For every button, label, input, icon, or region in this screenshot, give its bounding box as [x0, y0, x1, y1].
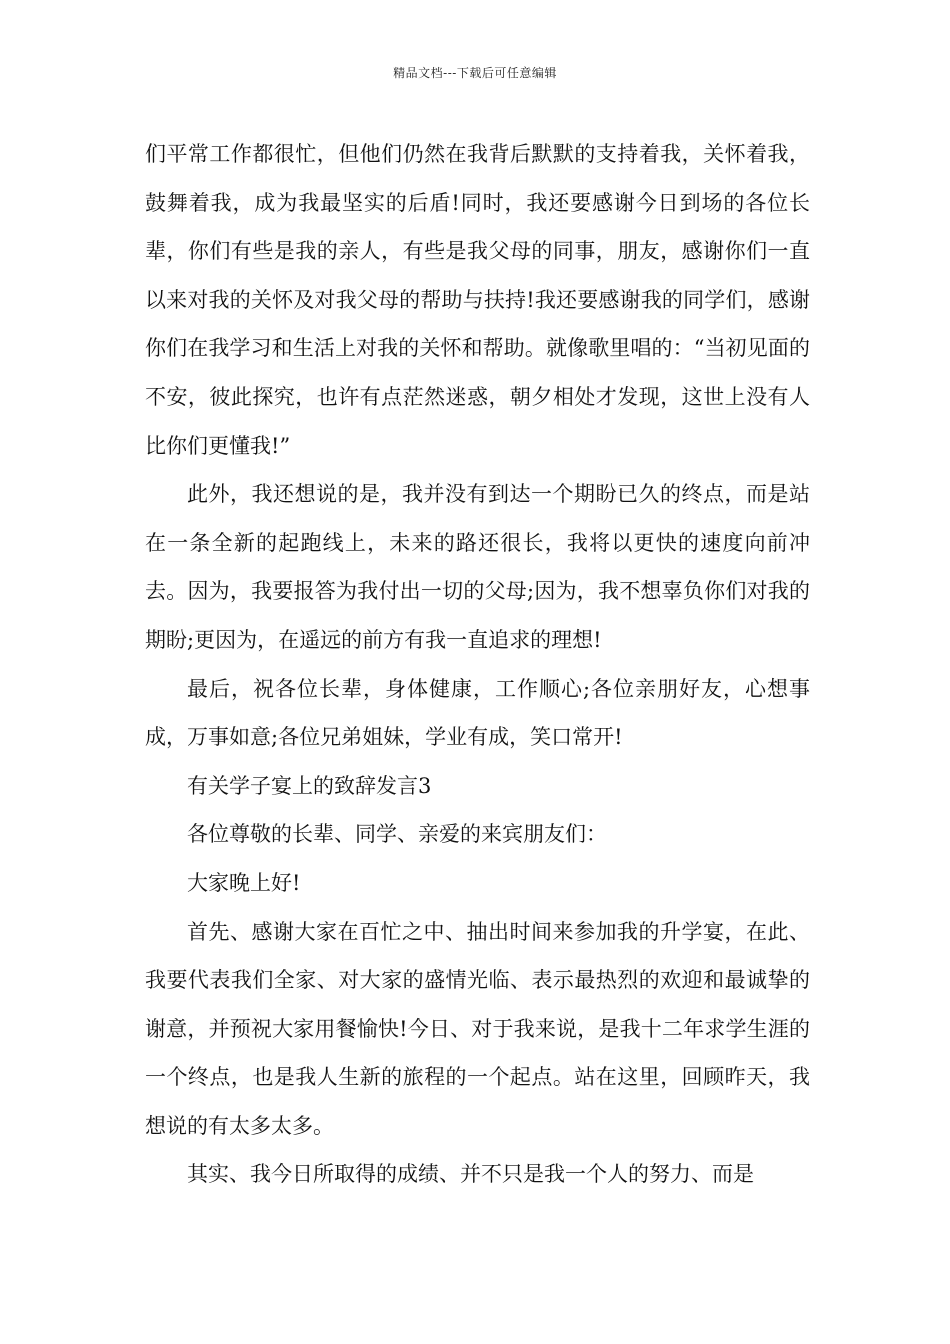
paragraph-3: 最后，祝各位长辈，身体健康，工作顺心;各位亲朋好友，心想事成，万事如意;各位兄弟姐妹，学业有成，笑口常开!: [145, 676, 810, 750]
paragraph-5: 其实、我今日所取得的成绩、并不只是我一个人的努力、而是: [187, 1162, 754, 1187]
salutation: 各位尊敬的长辈、同学、亲爱的来宾朋友们：: [187, 822, 607, 847]
page-header: 精品文档---下载后可任意编辑: [393, 66, 557, 80]
paragraph-1: 们平常工作都很忙，但他们仍然在我背后默默的支持着我，关怀着我，鼓舞着我，成为我最坚实的后盾!同时，我还要感谢今日到场的各位长辈，你们有些是我的亲人，有些是我父母的同事，朋友，感谢你们一直以来对我的关怀及对我父母的帮助与扶持!我还要感谢我的同学们，感谢你们在我学习和生活上对我的关怀和帮助。就像歌里唱的：“当初见面的不安，彼此探究，也许有点茫然迷惑，朝夕相处才发现，这世上没有人比你们更懂我!”: [145, 142, 810, 458]
greeting: 大家晚上好!: [187, 870, 301, 895]
paragraph-4: 首先、感谢大家在百忙之中、抽出时间来参加我的升学宴，在此、我要代表我们全家、对大家的盛情光临、表示最热烈的欢迎和最诚挚的谢意，并预祝大家用餐愉快!今日、对于我来说，是我十二年求学生涯的一个终点，也是我人生新的旅程的一个起点。站在这里，回顾昨天，我想说的有太多太多。: [145, 919, 810, 1138]
document-body: [145, 130, 810, 1199]
section-title: 有关学子宴上的致辞发言3: [187, 773, 432, 798]
paragraph-2: 此外，我还想说的是，我并没有到达一个期盼已久的终点，而是站在一条全新的起跑线上，未来的路还很长，我将以更快的速度向前冲去。因为，我要报答为我付出一切的父母;因为，我不想辜负你们对我的期盼;更因为，在遥远的前方有我一直追求的理想!: [145, 482, 810, 652]
